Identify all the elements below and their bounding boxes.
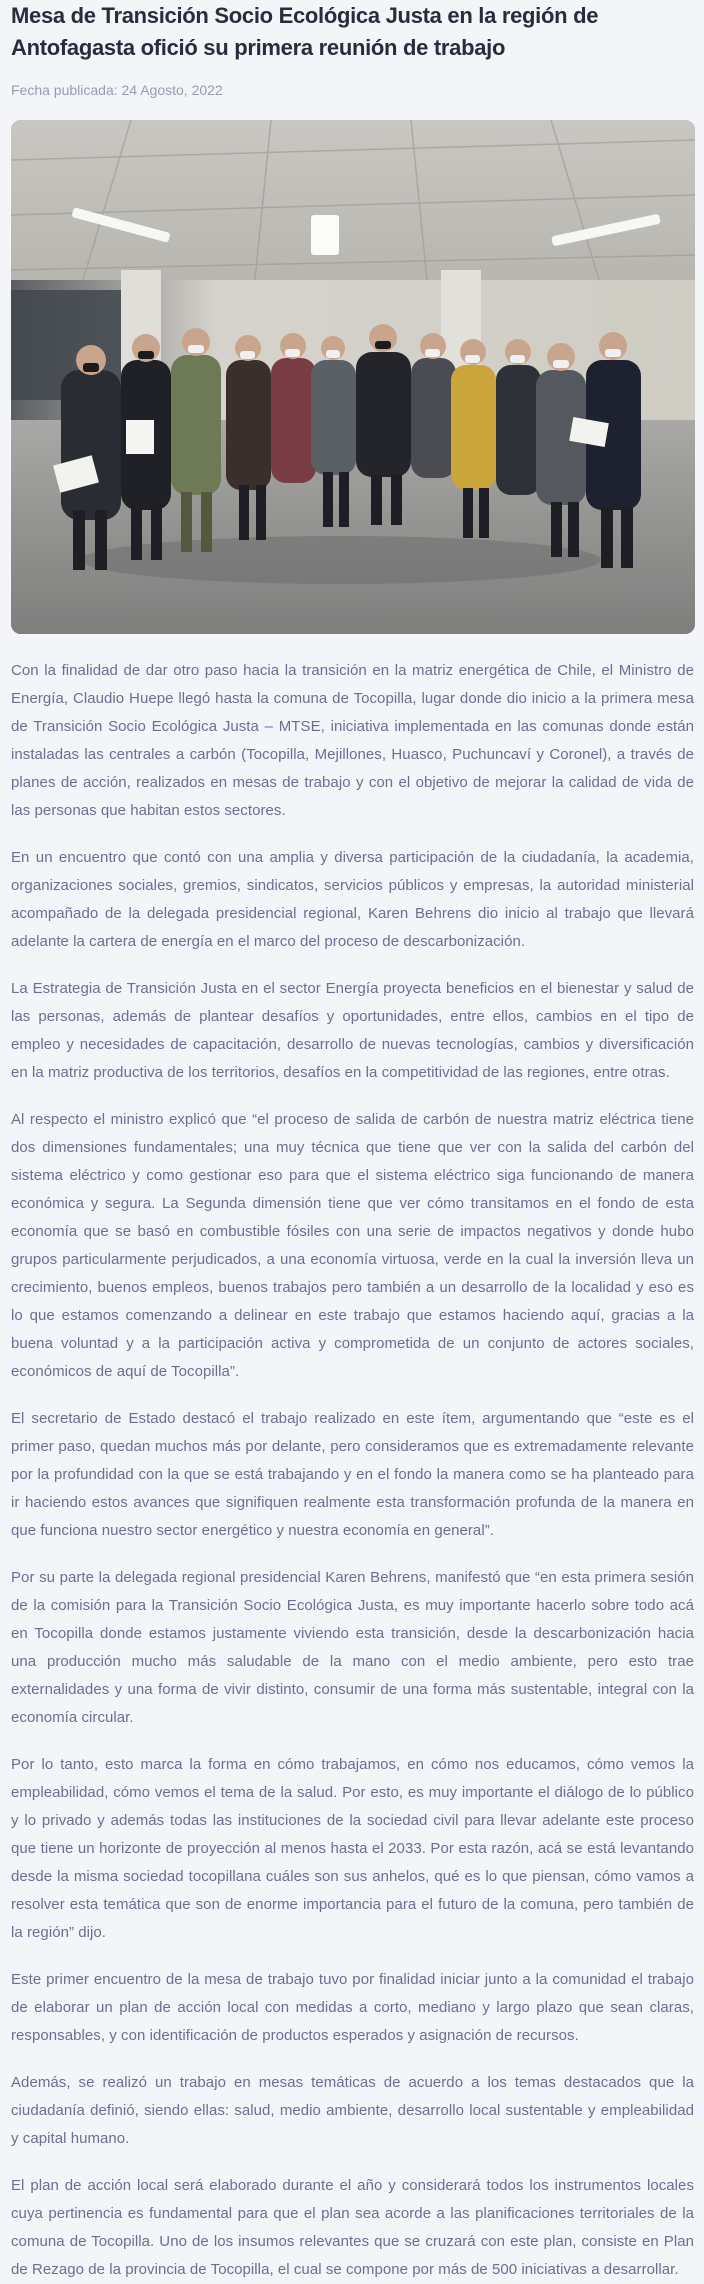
- article-paragraph: El plan de acción local será elaborado durante el año y considerará todos los instrumentos locales cuya pertinencia es fundamental para que el plan sea acorde a las planificaciones territoriales de la comuna de Tocopilla. Uno de los insumos relevantes que se cruzará con este plan, consiste en Plan de Rezago de la provincia de Tocopilla, el cual se compone por más de 500 iniciativas a desarrollar.: [11, 2177, 694, 2278]
- article-paragraph: El secretario de Estado destacó el trabajo realizado en este ítem, argumentando que “este es el primer paso, quedan muchos más por delante, pero consideramos que es extremadamente relevante por la profundidad con la que se está trabajando y en el fondo la manera como se ha planteado para ir haciendo estos avances que signifiquen realmente esta transformación profunda de la manera en que funciona nuestro sector energético y nuestra economía en general”.: [11, 1410, 694, 1539]
- article-paragraph: La Estrategia de Transición Justa en el sector Energía proyecta beneficios en el bienestar y salud de las personas, además de plantear desafíos y oportunidades, entre ellos, cambios en el tipo de empleo y necesidades de capacitación, desarrollo de nuevas tecnologías, cambios y diversificación en la matriz productiva de los territorios, desafíos en la competitividad de las regiones, entre otras.: [11, 980, 694, 1081]
- article-paragraph: En un encuentro que contó con una amplia y diversa participación de la ciudadanía, la academia, organizaciones sociales, gremios, sindicatos, servicios públicos y empresas, la autoridad ministerial acompañado de la delegada presidencial regional, Karen Behrens dio inicio al trabajo que llevará adelante la cartera de energía en el marco del proceso de descarbonización.: [11, 849, 694, 950]
- publish-date: Fecha publicada: 24 Agosto, 2022: [11, 82, 223, 98]
- article-paragraph: Con la finalidad de dar otro paso hacia la transición en la matriz energética de Chile, el Ministro de Energía, Claudio Huepe llegó hasta la comuna de Tocopilla, lugar donde dio inicio a la primera mesa de Transición Socio Ecológica Justa – MTSE, iniciativa implementada en las comunas donde están instaladas las centrales a carbón (Tocopilla, Mejillones, Huasco, Puchuncaví y Coronel), a través de planes de acción, realizados en mesas de trabajo y con el objetivo de mejorar la calidad de vida de las personas que habitan estos sectores.: [11, 662, 694, 819]
- article-body: [11, 657, 694, 2284]
- article-paragraph: Este primer encuentro de la mesa de trabajo tuvo por finalidad iniciar junto a la comunidad el trabajo de elaborar un plan de acción local con medidas a corto, mediano y largo plazo que sean claras, responsables, y con identificación de productos esperados y asignación de recursos.: [11, 1971, 694, 2044]
- article-title: Mesa de Transición Socio Ecológica Justa en la región de Antofagasta ofició su primera reunión de trabajo: [11, 3, 599, 60]
- article-photo: [11, 120, 695, 634]
- article-paragraph: Además, se realizó un trabajo en mesas temáticas de acuerdo a los temas destacados que la ciudadanía definió, siendo ellas: salud, medio ambiente, desarrollo local sustentable y empleabilidad y capital humano.: [11, 2074, 694, 2147]
- article-paragraph: Por lo tanto, esto marca la forma en cómo trabajamos, en cómo nos educamos, cómo vemos la empleabilidad, cómo vemos el tema de la salud. Por esto, es muy importante el diálogo de lo público y lo privado y además todas las instituciones de la sociedad civil para llevar adelante este proceso que tiene un horizonte de proyección al menos hasta el 2033. Por esta razón, acá se está levantando desde la misma sociedad tocopillana cuáles son sus anhelos, qué es lo que piensan, cómo vamos a resolver esta temática que son de enorme importancia para el futuro de la comuna, pero también de la región” dijo.: [11, 1756, 694, 1941]
- article-paragraph: Al respecto el ministro explicó que “el proceso de salida de carbón de nuestra matriz eléctrica tiene dos dimensiones fundamentales; una muy técnica que tiene que ver con la salida del carbón del sistema eléctrico y como gestionar eso para que el sistema eléctrico siga funcionando de manera económica y segura. La Segunda dimensión tiene que ver cómo transitamos en el fondo de esta economía que se basó en combustible fósiles con una serie de impactos negativos y donde hubo grupos particularmente perjudicados, a una economía virtuosa, verde en la cual la inversión lleva un crecimiento, buenos empleos, buenos trabajos pero también a un desarrollo de la localidad y eso es lo que estamos comenzando a delinear en este trabajo que estamos haciendo aquí, gracias a la buena voluntad y a la participación activa y comprometida de un conjunto de actores sociales, económicos de aquí de Tocopilla”.: [11, 1111, 694, 1380]
- article-paragraph: Por su parte la delegada regional presidencial Karen Behrens, manifestó que “en esta primera sesión de la comisión para la Transición Socio Ecológica Justa, es muy importante hacerlo sobre todo acá en Tocopilla donde estamos justamente viviendo esta transición, desde la descarbonización hacia una producción mucho más saludable de la mano con el medio ambiente, pero esto trae externalidades y una forma de vivir distinto, consumir de una forma más sustentable, integral con la economía circular.: [11, 1569, 694, 1726]
